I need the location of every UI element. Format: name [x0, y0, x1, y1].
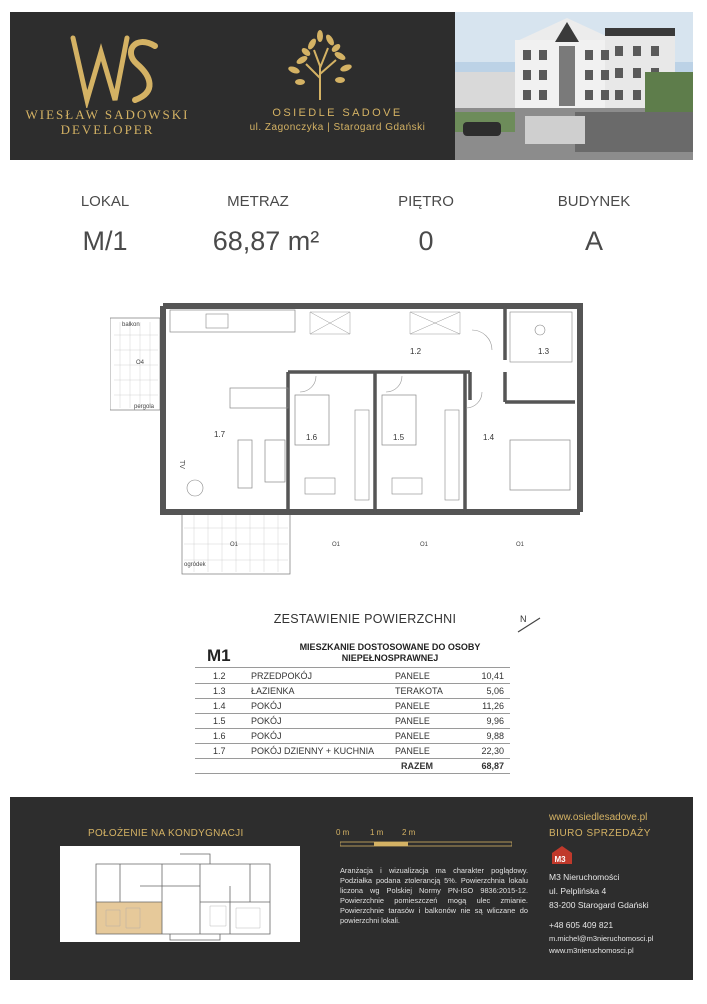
row-name: POKÓJ — [251, 701, 282, 711]
row-floor: TERAKOTA — [395, 686, 443, 696]
room-label-1-6: 1.6 — [306, 433, 318, 442]
pietro-value: 0 — [418, 226, 434, 256]
estate-address: ul. Zagonczyka | Starogard Gdański — [249, 122, 426, 133]
scale-1: 1 m — [370, 828, 384, 837]
row-floor: PANELE — [395, 716, 430, 726]
table-row — [195, 728, 510, 744]
sales-office-title: BIURO SPRZEDAŻY — [549, 828, 651, 839]
row-floor: PANELE — [395, 671, 430, 681]
floor-plan-drawing — [110, 300, 600, 585]
m3-logo-text: M3 — [554, 855, 566, 864]
row-floor: PANELE — [395, 731, 430, 741]
row-no: 1.3 — [213, 686, 226, 696]
budynek-label: BUDYNEK — [557, 193, 631, 210]
window-label-o1-c: O1 — [420, 542, 429, 548]
lokal-value: M/1 — [82, 226, 128, 256]
table-total-row — [195, 758, 510, 774]
row-area: 22,30 — [481, 746, 504, 756]
tv-label: TV — [178, 460, 185, 469]
window-label-o1-b: O1 — [332, 542, 341, 548]
area-table-head — [195, 640, 510, 668]
pergola-label: pergola — [134, 404, 155, 410]
room-label-1-7: 1.7 — [214, 430, 226, 439]
window-label-o1-a: O1 — [230, 542, 239, 548]
header-banner — [10, 12, 693, 160]
developer-line1: WIESŁAW SADOWSKI — [25, 107, 190, 122]
north-arrow-icon — [512, 610, 546, 636]
position-title: POŁOŻENIE NA KONDYGNACJI — [88, 828, 244, 839]
row-name: POKÓJ DZIENNY + KUCHNIA — [251, 746, 375, 756]
total-value: 68,87 — [481, 761, 504, 771]
description-line2: NIEPEŁNOSPRAWNEJ — [341, 653, 439, 663]
ws-monogram-logo — [65, 30, 165, 108]
row-name: PRZEDPOKÓJ — [251, 671, 313, 681]
window-label-o4: O4 — [136, 360, 145, 366]
room-label-1-3: 1.3 — [538, 347, 550, 356]
balkon-label: balkon — [122, 322, 140, 328]
row-no: 1.6 — [213, 731, 226, 741]
table-row — [195, 743, 510, 759]
row-area: 10,41 — [481, 671, 504, 681]
apartment-description — [275, 642, 505, 664]
estate-name: OSIEDLE SADOVE — [272, 107, 403, 119]
scale-0: 0 m — [336, 828, 350, 837]
row-name: POKÓJ — [251, 731, 282, 741]
area-table — [195, 640, 510, 771]
metraz-label: METRAZ — [227, 193, 289, 210]
budynek-value: A — [584, 226, 603, 256]
row-no: 1.2 — [213, 671, 226, 681]
website-link[interactable]: www.osiedlesadove.pl — [549, 812, 648, 823]
row-no: 1.7 — [213, 746, 226, 756]
company-city: 83-200 Starogard Gdański — [549, 900, 649, 910]
disclaimer-text: Aranżacja i wizualizacja ma charakter poglądowy. Podziałka podana ztolerancją 5%. Powierzchnia lokalu liczona wg Polskiej Normy PN-ISO 9836:2015-12. Powierzchnie pomieszczeń mogą ulec zmianie. Powierzchnie tarasów i balkonów nie są wliczane do powierzchni lokali. — [340, 866, 528, 925]
company-website-link[interactable]: www.m3nieruchomosci.pl — [549, 946, 634, 955]
building-photo — [455, 12, 693, 160]
scale-2: 2 m — [402, 828, 416, 837]
developer-name — [10, 107, 205, 137]
row-floor: PANELE — [395, 746, 430, 756]
metraz-value: 68,87 m² — [212, 226, 320, 256]
pietro-label: PIĘTRO — [398, 193, 454, 210]
description-line1: MIESZKANIE DOSTOSOWANE DO OSOBY — [299, 642, 481, 652]
total-label: RAZEM — [401, 761, 433, 771]
row-area: 11,26 — [482, 701, 504, 711]
developer-line2: DEVELOPER — [60, 122, 155, 137]
apartment-code: M1 — [207, 646, 231, 665]
floor-plan — [110, 300, 600, 585]
scale-bar — [340, 840, 512, 848]
room-label-1-4: 1.4 — [483, 433, 495, 442]
email-link[interactable]: m.michel@m3nieruchomosci.pl — [549, 934, 654, 943]
row-area: 9,88 — [486, 731, 504, 741]
row-no: 1.5 — [213, 716, 226, 726]
tree-logo — [280, 30, 360, 102]
row-area: 5,06 — [486, 686, 504, 696]
room-label-1-5: 1.5 — [393, 433, 405, 442]
room-label-1-2: 1.2 — [410, 347, 422, 356]
company-name: M3 Nieruchomości — [549, 872, 620, 882]
table-row — [195, 668, 510, 684]
row-name: ŁAZIENKA — [251, 686, 295, 696]
north-label: N — [520, 614, 527, 624]
table-row — [195, 713, 510, 729]
watermark: otodom — [0, 978, 87, 1003]
ogrodek-label: ogródek — [184, 562, 206, 568]
row-area: 9,96 — [486, 716, 504, 726]
phone-number[interactable]: +48 605 409 821 — [549, 920, 614, 930]
lokal-label: LOKAL — [80, 193, 130, 210]
table-row — [195, 683, 510, 699]
m3-logo-icon — [551, 845, 573, 865]
row-name: POKÓJ — [251, 716, 282, 726]
window-label-o1-d: O1 — [516, 542, 525, 548]
company-street: ul. Pelplińska 4 — [549, 886, 607, 896]
summary-title: ZESTAWIENIE POWIERZCHNI — [273, 612, 457, 626]
row-no: 1.4 — [213, 701, 226, 711]
floor-position-map — [60, 846, 300, 942]
table-row — [195, 698, 510, 714]
row-floor: PANELE — [395, 701, 430, 711]
